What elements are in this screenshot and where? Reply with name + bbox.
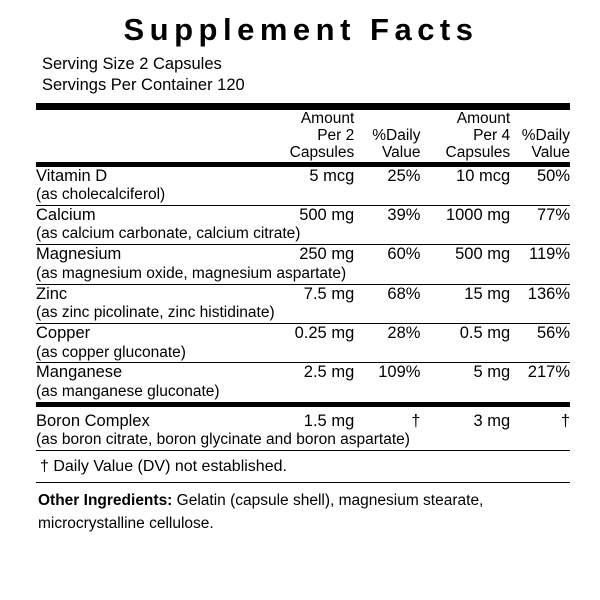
- nutrient-dv-2: 28%: [387, 324, 421, 343]
- nutrient-source: (as calcium carbonate, calcium citrate): [36, 225, 301, 243]
- nutrient-amount-4: 5 mg: [473, 363, 511, 382]
- header-amount-per-2: Amount Per 2 Capsules: [289, 109, 355, 162]
- table-row-source: [36, 225, 570, 244]
- nutrient-source: (as magnesium oxide, magnesium aspartate): [36, 264, 347, 282]
- nutrition-table: [36, 110, 570, 162]
- table-row: [36, 324, 570, 344]
- extra-row-table: [36, 412, 570, 450]
- nutrient-amount-4: 1000 mg: [445, 205, 511, 224]
- nutrient-dv-4: 56%: [536, 324, 570, 343]
- nutrient-dv-2: 39%: [387, 205, 421, 224]
- nutrient-dv-4: 50%: [536, 166, 570, 185]
- nutrient-dv-2: 109%: [378, 363, 421, 382]
- nutrient-source: (as copper gluconate): [36, 343, 186, 361]
- nutrient-name: Calcium: [36, 205, 96, 224]
- nutrient-name: Magnesium: [36, 245, 122, 264]
- table-row: [36, 167, 570, 186]
- nutrient-dv-2: 68%: [387, 284, 421, 303]
- table-row-source: [36, 344, 570, 363]
- nutrient-name: Vitamin D: [36, 166, 108, 185]
- nutrient-amount-4: 10 mcg: [456, 166, 511, 185]
- table-header-row: [36, 110, 570, 162]
- page-title: Supplement Facts: [123, 12, 479, 47]
- other-ingredients-line2: microcrystalline cellulose.: [38, 514, 214, 532]
- nutrient-amount-2: 7.5 mg: [303, 284, 355, 303]
- nutrient-name: Copper: [36, 324, 91, 343]
- nutrient-amount-2: 250 mg: [299, 245, 355, 264]
- header-nutrient: [36, 110, 265, 162]
- nutrient-name: Zinc: [36, 284, 68, 303]
- table-row: [36, 205, 570, 225]
- header-dv-per-2: %Daily Value: [372, 126, 421, 162]
- other-ingredients-line1: Gelatin (capsule shell), magnesium stearate,: [172, 492, 484, 510]
- nutrient-dv-2: †: [411, 411, 421, 430]
- table-row: [36, 412, 570, 431]
- servings-per-container: Servings Per Container 120: [42, 76, 245, 95]
- divider-thick-top: [36, 103, 570, 110]
- table-row-source: [36, 265, 570, 284]
- other-ingredients-label: Other Ingredients:: [38, 492, 173, 510]
- other-ingredients: [36, 483, 570, 535]
- header-dv-per-4: %Daily Value: [521, 126, 570, 162]
- nutrient-dv-2: 25%: [387, 166, 421, 185]
- nutrient-source: (as zinc picolinate, zinc histidinate): [36, 304, 275, 322]
- nutrient-amount-4: 3 mg: [473, 411, 511, 430]
- nutrient-dv-4: 77%: [536, 205, 570, 224]
- nutrient-source: (as cholecalciferol): [36, 186, 166, 204]
- nutrient-source: (as boron citrate, boron glycinate and boron aspartate): [36, 431, 410, 449]
- header-amount-per-4: Amount Per 4 Capsules: [445, 109, 511, 162]
- nutrient-amount-2: 1.5 mg: [303, 411, 355, 430]
- nutrient-amount-2: 0.25 mg: [294, 324, 355, 343]
- nutrient-dv-4: 217%: [527, 363, 570, 382]
- table-row: [36, 284, 570, 304]
- nutrient-amount-2: 5 mcg: [309, 166, 355, 185]
- table-row-source: [36, 304, 570, 323]
- nutrient-source: (as manganese gluconate): [36, 382, 220, 400]
- table-row: [36, 363, 570, 383]
- nutrient-dv-4: †: [560, 411, 570, 430]
- nutrient-amount-4: 0.5 mg: [459, 324, 511, 343]
- nutrient-dv-4: 136%: [527, 284, 570, 303]
- table-row-source: [36, 383, 570, 402]
- table-row-source: [36, 186, 570, 205]
- serving-size: Serving Size 2 Capsules: [42, 54, 222, 73]
- daily-value-footnote: † Daily Value (DV) not established.: [40, 458, 287, 476]
- nutrient-name: Manganese: [36, 363, 123, 382]
- nutrient-amount-4: 15 mg: [464, 284, 511, 303]
- nutrient-amount-2: 2.5 mg: [303, 363, 355, 382]
- nutrient-rows-table: [36, 167, 570, 402]
- nutrient-name: Boron Complex: [36, 411, 150, 430]
- nutrient-amount-4: 500 mg: [455, 245, 511, 264]
- table-row: [36, 245, 570, 265]
- nutrient-amount-2: 500 mg: [299, 205, 355, 224]
- nutrient-dv-2: 60%: [387, 245, 421, 264]
- nutrient-dv-4: 119%: [529, 245, 570, 264]
- table-row-source: [36, 431, 570, 450]
